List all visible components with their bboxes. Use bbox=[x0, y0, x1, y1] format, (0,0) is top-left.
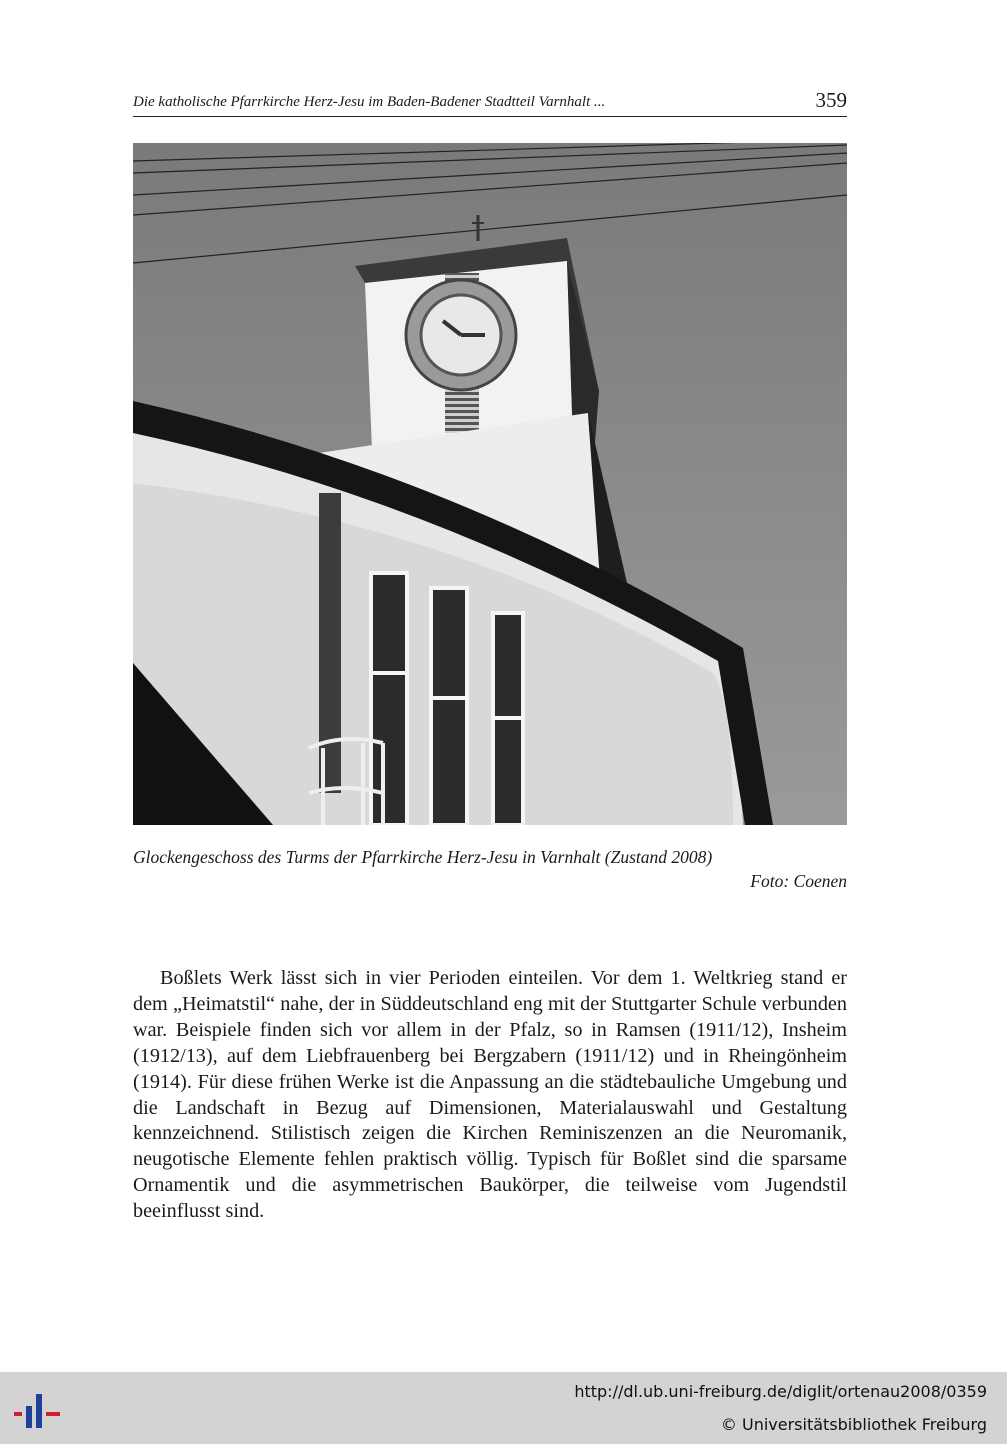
running-header bbox=[133, 88, 847, 117]
page-number: 359 bbox=[815, 88, 847, 112]
source-url-link[interactable]: http://dl.ub.uni-freiburg.de/diglit/ortenau2008/0359 bbox=[574, 1382, 987, 1401]
church-tower-photo bbox=[133, 143, 847, 825]
body-paragraph: Boßlets Werk lässt sich in vier Perioden einteilen. Vor dem 1. Weltkrieg stand er dem „Heimatstil“ nahe, der in Süddeutschland eng mit der Stuttgarter Schule verbunden war. Beispiele finden sich vor allem in der Pfalz, so in Ramsen (1911/12), Insheim (1912/13), auf dem Liebfrauenberg bei Bergzabern (1911/12) und in Rheingönheim (1914). Für diese frühen Werke ist die Anpassung an die städtebauliche Umgebung und die Landschaft in Bezug auf Dimensionen, Materialauswahl und Gestaltung kennzeichnend. Stilistisch zeigen die Kirchen Reminiszenzen an die Neuromanik, neugotische Elemente fehlen praktisch völlig. Typisch für Boßlet sind die sparsame Ornamentik und die asymmetrischen Baukörper, die teilweise vom Jugendstil beeinflusst sind. bbox=[133, 967, 847, 1223]
body-text bbox=[133, 966, 847, 1225]
running-title: Die katholische Pfarrkirche Herz-Jesu im Baden-Badener Stadtteil Varnhalt ... bbox=[133, 94, 606, 110]
figure-caption bbox=[133, 845, 847, 893]
footer-bar bbox=[0, 1372, 1007, 1444]
photo-credit: Foto: Coenen bbox=[750, 871, 847, 891]
copyright-notice: © Universitätsbibliothek Freiburg bbox=[720, 1415, 987, 1434]
caption-text: Glockengeschoss des Turms der Pfarrkirche Herz-Jesu in Varnhalt (Zustand 2008) bbox=[133, 847, 713, 867]
library-logo-icon bbox=[12, 1384, 64, 1432]
